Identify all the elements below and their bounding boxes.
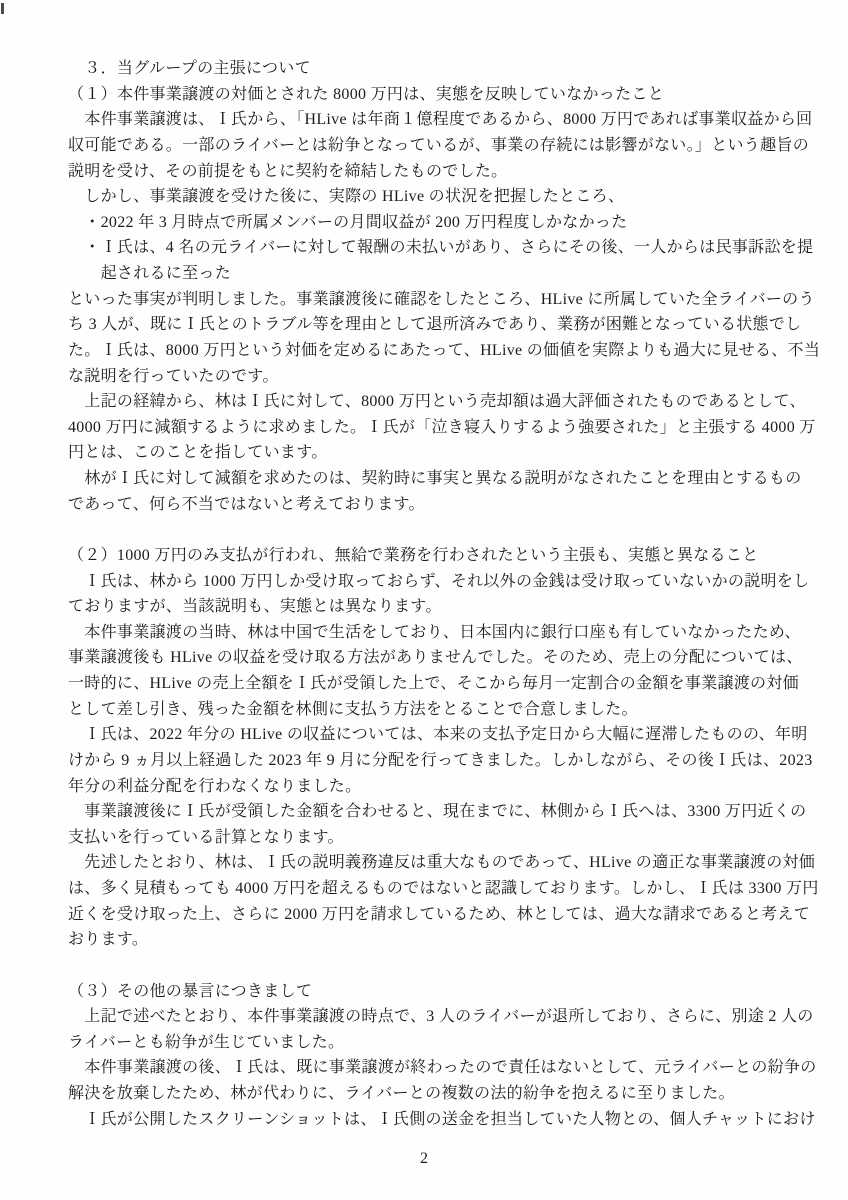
text-line: 収可能である。一部のライバーとは紛争となっているが、事業の存続には影響がない。」という趣旨の <box>68 136 810 154</box>
text-line: ３．当グループの主張について <box>68 60 311 77</box>
text-line: 事業譲渡後も HLive の収益を受け取る方法がありませんでした。そのため、売上の分配については、 <box>68 649 803 667</box>
text-line: は、多く見積もっても 4000 万円を超えるものではないと認識しております。しかし、Ｉ氏は 3300 万円 <box>68 880 819 897</box>
text-line: ち 3 人が、既にＩ氏とのトラブル等を理由として退所済みであり、業務が困難となっている状態でし <box>68 316 802 334</box>
text-line: 上記で述べたとおり、本件事業譲渡の時点で、3 人のライバーが退所しており、さらに、別途 2 人の <box>68 1008 814 1026</box>
text-line: 林がＩ氏に対して減額を求めたのは、契約時に事実と異なる説明がなされたことを理由とするもの <box>68 470 802 487</box>
text-line: ・Ｉ氏は、4 名の元ライバーに対して報酬の未払いがあり、さらにその後、一人からは民事訴訟を提 <box>68 239 814 257</box>
text-line: Ｉ氏は、2022 年分の HLive の収益については、本来の支払予定日から大幅に遅滞したものの、年明 <box>68 726 808 744</box>
text-line: 本件事業譲渡の当時、林は中国で生活をしており、日本国内に銀行口座も有していなかったため、 <box>68 623 801 641</box>
text-line: 4000 万円に減額するように求めました。Ｉ氏が「泣き寝入りするよう強要された」と主張する 4000 万 <box>68 418 816 436</box>
text-line: ライバーとも紛争が生じていました。 <box>68 1033 345 1051</box>
page-number: 2 <box>420 1150 428 1167</box>
text-line: （３）その他の暴言につきまして <box>68 982 313 1000</box>
text-line: な説明を行っていたのです。 <box>68 367 279 385</box>
text-line: 起されるに至った <box>68 265 232 282</box>
text-line: 円とは、このことを指しています。 <box>68 444 328 462</box>
text-line: といった事実が判明しました。事業譲渡後に確認をしたところ、HLive に所属していた全ライバーのう <box>68 290 815 308</box>
text-line: 説明を受け、その前提をもとに契約を締結したものでした。 <box>68 162 508 180</box>
text-line: しかし、事業譲渡を受けた後に、実際の HLive の状況を把握したところ、 <box>68 188 625 206</box>
text-line: ・2022 年 3 月時点で所属メンバーの月間収益が 200 万円程度しかなかった <box>68 213 628 231</box>
text-line: けから 9 ヵ月以上経過した 2023 年 9 月に分配を行ってきました。しかしながら、その後Ｉ氏は、2023 <box>68 751 813 769</box>
text-line: 上記の経緯から、林はＩ氏に対して、8000 万円という売却額は過大評価されたものであるとして、 <box>68 393 806 411</box>
text-line: 本件事業譲渡は、Ｉ氏から、「HLive は年商１億程度であるから、8000 万円であれば事業収益から回 <box>68 111 813 129</box>
text-line <box>68 953 802 979</box>
text-line: 近くを受け取った上、さらに 2000 万円を請求しているため、林としては、過大な請求であると考えて <box>68 905 811 923</box>
text-line: 年分の利益分配を行わなくなりました。 <box>68 777 362 795</box>
text-line: 支払いを行っている計算となります。 <box>68 828 344 846</box>
text-line: として差し引き、残った金額を林側に支払う方法をとることで合意しました。 <box>68 700 638 718</box>
text-line: Ｉ氏が公開したスクリーンショットは、Ｉ氏側の送金を担当していた人物との、個人チャットにおけ <box>68 1110 816 1128</box>
text-line: ておりますが、当該説明も、実態とは異なります。 <box>68 598 442 616</box>
text-line: 事業譲渡後にＩ氏が受領した金額を合わせると、現在までに、林側からＩ氏へは、3300 万円近くの <box>68 803 807 821</box>
text-line: （１）本件事業譲渡の対価とされた 8000 万円は、実態を反映していなかったこと <box>68 85 665 103</box>
text-line: おります。 <box>68 931 149 949</box>
text-line: 先述したとおり、林は、Ｉ氏の説明義務違反は重大なものであって、HLive の適正な事業譲渡の対価 <box>68 854 816 872</box>
document-body <box>68 56 821 1132</box>
text-line: 一時的に、HLive の売上全額をＩ氏が受領した上で、そこから毎月一定割合の金額を事業譲渡の対価 <box>68 675 799 692</box>
text-line: た。Ｉ氏は、8000 万円という対価を定めるにあたって、HLive の価値を実際よりも過大に見せる、不当 <box>68 341 821 359</box>
scan-artifact <box>1 3 4 14</box>
text-line: （２）1000 万円のみ支払が行われ、無給で業務を行わされたという主張も、実態と異なること <box>68 546 759 564</box>
text-line: 本件事業譲渡の後、Ｉ氏は、既に事業譲渡が終わったので責任はないとして、元ライバーとの紛争の <box>68 1059 817 1077</box>
text-line: Ｉ氏は、林から 1000 万円しか受け取っておらず、それ以外の金銭は受け取っていないかの説明をし <box>68 572 810 590</box>
text-line: 解決を放棄したため、林が代わりに、ライバーとの複数の法的紛争を抱えるに至りました。 <box>68 1085 735 1102</box>
text-line <box>68 517 802 543</box>
text-line: であって、何ら不当ではないと考えております。 <box>68 495 425 513</box>
